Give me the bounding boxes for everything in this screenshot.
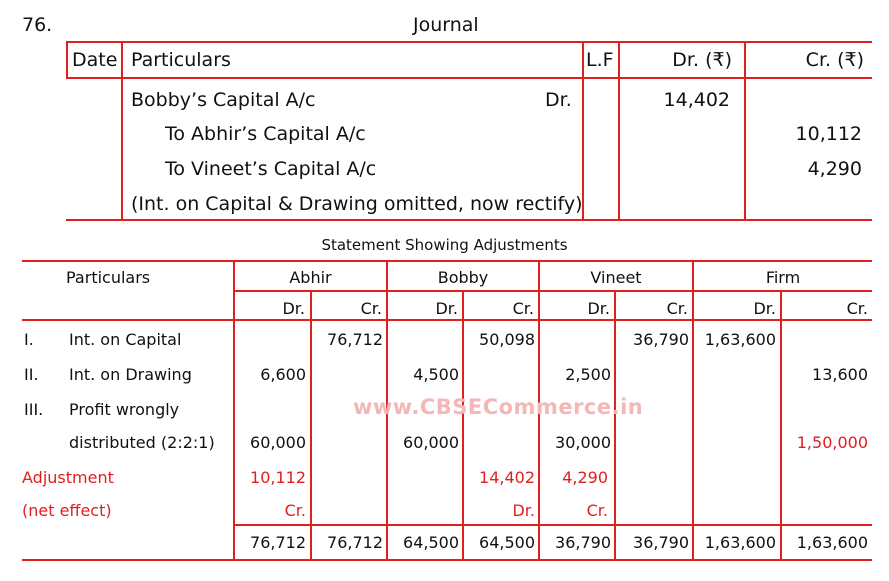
row-label: Profit wrongly (69, 400, 180, 419)
cell-vineet-dr: 30,000 (555, 433, 611, 452)
total-vineet-dr: 36,790 (555, 533, 611, 552)
subheader-firm-cr: Cr. (846, 299, 868, 318)
statement-rule-total-top (233, 524, 872, 526)
journal-header-dr: Dr. (₹) (672, 49, 732, 71)
journal-header-lf: L.F (586, 49, 614, 71)
row-label: Int. on Drawing (69, 365, 192, 384)
journal-credit-1: To Abhir’s Capital A/c (165, 123, 366, 145)
row-number: III. (24, 400, 44, 419)
subheader-bobby-dr: Dr. (435, 299, 458, 318)
total-firm-cr: 1,63,600 (796, 533, 868, 552)
subheader-vineet-dr: Dr. (587, 299, 610, 318)
statement-rule-firm-mid (780, 290, 782, 561)
statement-header-firm: Firm (765, 268, 801, 287)
statement-header-particulars: Particulars (66, 268, 151, 287)
cell-firm-cr: 13,600 (812, 365, 868, 384)
journal-rule-top (66, 41, 872, 43)
statement-rule-header (22, 319, 872, 321)
cell-abhir-dr: 6,600 (260, 365, 306, 384)
watermark: www.CBSECommerce.in (353, 395, 644, 419)
total-vineet-cr: 36,790 (633, 533, 689, 552)
statement-header-vineet: Vineet (590, 268, 642, 287)
cell-vineet-note: Cr. (586, 501, 608, 520)
cell-bobby-note: Dr. (512, 501, 535, 520)
row-number: I. (24, 330, 34, 349)
journal-credit-1-amount: 10,112 (795, 123, 862, 145)
row-label-adjustment: Adjustment (22, 468, 114, 487)
cell-firm-dr: 1,63,600 (704, 330, 776, 349)
total-abhir-cr: 76,712 (327, 533, 383, 552)
row-label-net-effect: (net effect) (22, 501, 112, 520)
cell-vineet-cr: 36,790 (633, 330, 689, 349)
total-bobby-cr: 64,500 (479, 533, 535, 552)
total-bobby-dr: 64,500 (403, 533, 459, 552)
journal-credit-2: To Vineet’s Capital A/c (165, 158, 377, 180)
journal-header-cr: Cr. (₹) (805, 49, 864, 71)
subheader-firm-dr: Dr. (753, 299, 776, 318)
cell-vineet-dr: 4,290 (562, 468, 608, 487)
total-firm-dr: 1,63,600 (704, 533, 776, 552)
journal-dr-marker: Dr. (545, 89, 572, 111)
journal-header-date: Date (72, 49, 118, 71)
subheader-vineet-cr: Cr. (666, 299, 688, 318)
subheader-abhir-cr: Cr. (360, 299, 382, 318)
cell-bobby-cr: 50,098 (479, 330, 535, 349)
journal-dr-amount: 14,402 (663, 89, 730, 111)
row-label: Int. on Capital (69, 330, 182, 349)
statement-header-abhir: Abhir (289, 268, 332, 287)
journal-narration: (Int. on Capital & Drawing omitted, now rectify) (131, 193, 583, 215)
statement-rule-top (22, 260, 872, 262)
cell-firm-cr: 1,50,000 (796, 433, 868, 452)
statement-title: Statement Showing Adjustments (321, 236, 568, 254)
question-number: 76. (22, 14, 53, 36)
journal-credit-2-amount: 4,290 (807, 158, 862, 180)
cell-abhir-dr: 60,000 (250, 433, 306, 452)
journal-rule-bottom (66, 219, 872, 221)
journal-title: Journal (413, 14, 479, 36)
journal-header-particulars: Particulars (131, 49, 231, 71)
statement-rule-bottom (22, 559, 872, 561)
total-abhir-dr: 76,712 (250, 533, 306, 552)
subheader-bobby-cr: Cr. (512, 299, 534, 318)
statement-rule-subheader (233, 290, 872, 292)
cell-bobby-cr: 14,402 (479, 468, 535, 487)
journal-rule-date (121, 41, 123, 221)
journal-debit-account: Bobby’s Capital A/c (131, 89, 316, 111)
cell-bobby-dr: 4,500 (413, 365, 459, 384)
journal-rule-header (66, 77, 872, 79)
statement-header-bobby: Bobby (437, 268, 489, 287)
cell-vineet-dr: 2,500 (565, 365, 611, 384)
subheader-abhir-dr: Dr. (282, 299, 305, 318)
cell-bobby-dr: 60,000 (403, 433, 459, 452)
journal-rule-left (66, 41, 68, 77)
cell-abhir-dr: 10,112 (250, 468, 306, 487)
row-number: II. (24, 365, 39, 384)
row-label-continued: distributed (2:2:1) (69, 433, 215, 452)
cell-abhir-note: Cr. (284, 501, 306, 520)
cell-abhir-cr: 76,712 (327, 330, 383, 349)
